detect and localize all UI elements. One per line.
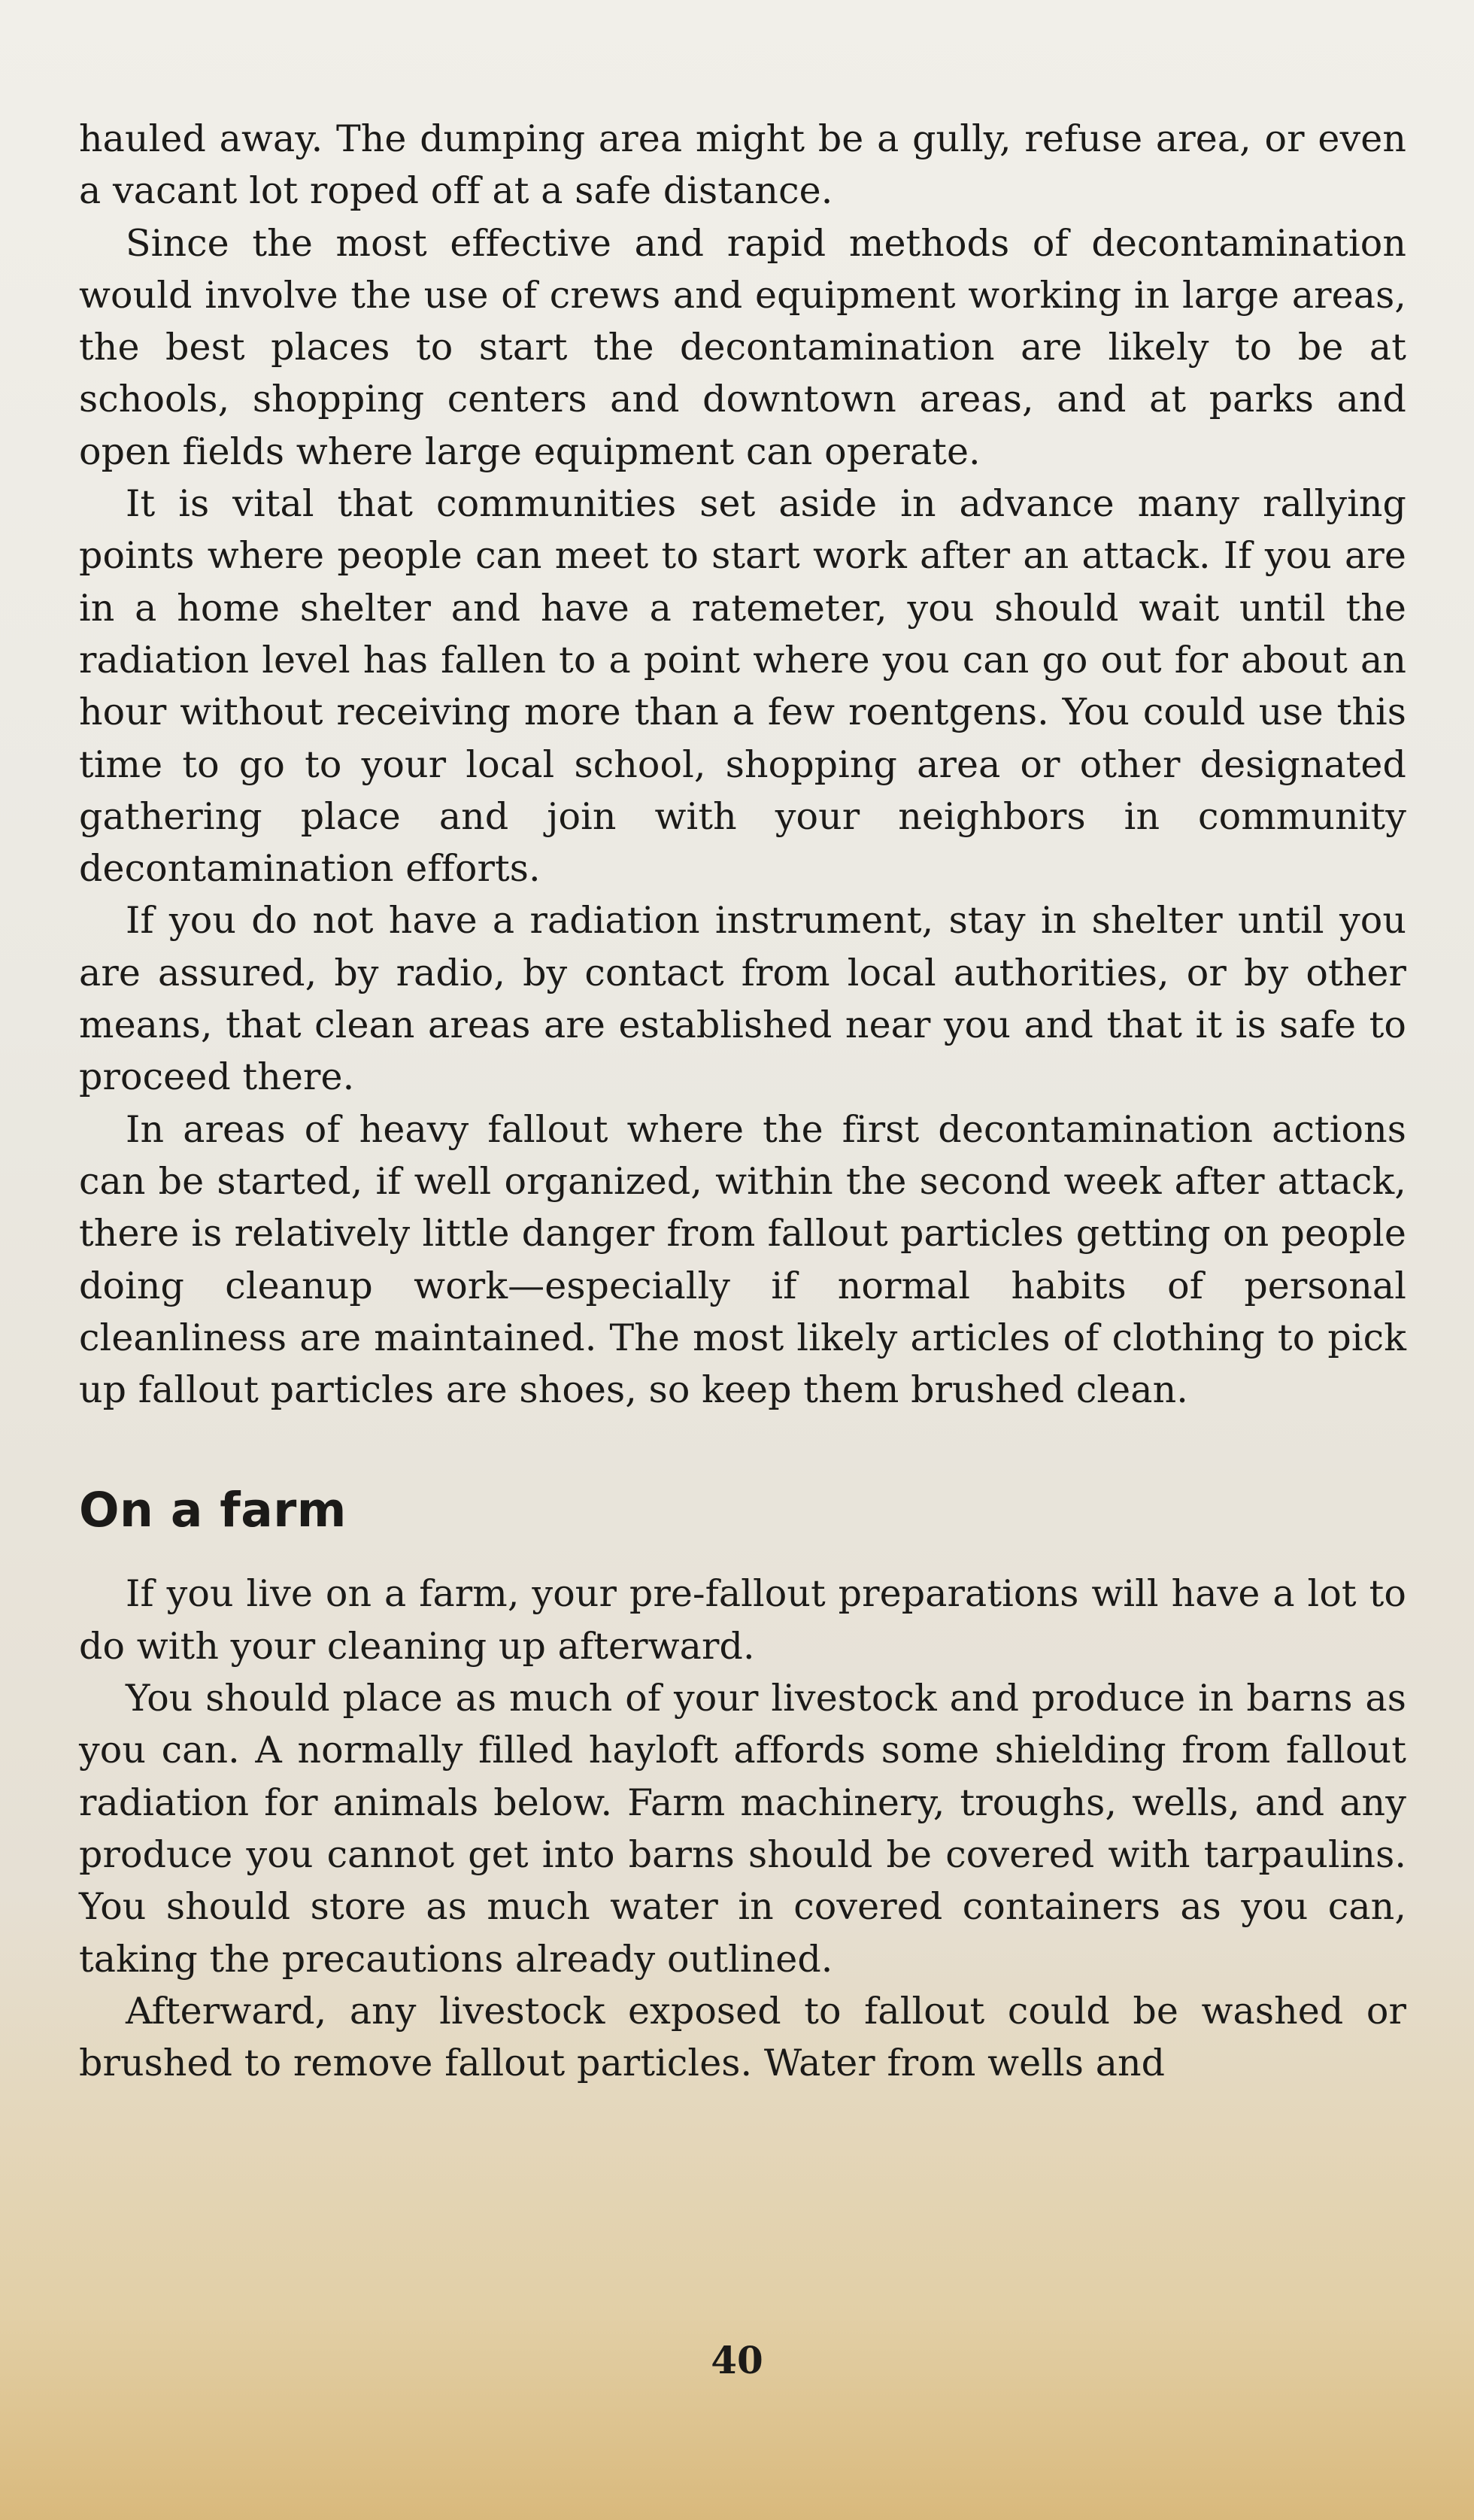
section-heading-on-a-farm: On a farm [79, 1483, 347, 1538]
body-text [79, 113, 1406, 2089]
page-number: 40 [711, 2338, 763, 2382]
paragraph-farm-afterward: Afterward, any livestock exposed to fallout could be washed or brushed to remove fallout particles. Water from wells and [79, 1989, 1406, 2085]
paragraph-decontamination-locations: Since the most effective and rapid methods of decontamination would involve the use of crews and equipment working in large areas, the best places to start the decontamination are likely to be at schools, shopping centers and downtown areas, and at parks and open fields where large equipment can operate. [79, 221, 1406, 473]
paragraph-heavy-fallout: In areas of heavy fallout where the first decontamination actions can be started, if well organized, within the second week after attack, there is relatively little danger from fallout particles getting on people doing cleanup work—especially if normal habits of personal cleanliness are maintained. The most likely articles of clothing to pick up fallout particles are shoes, so keep them brushed clean. [79, 1107, 1406, 1412]
paragraph-farm-preparations: If you live on a farm, your pre-fallout preparations will have a lot to do with your cleaning up afterward. [79, 1572, 1406, 1668]
paragraph-no-instrument: If you do not have a radiation instrument, stay in shelter until you are assured, by radio, by contact from local authorities, or by other means, that clean areas are established near you and that it is safe to proceed there. [79, 899, 1406, 1099]
paragraph-continued: hauled away. The dumping area might be a gully, refuse area, or even a vacant lot roped off at a safe distance. [79, 117, 1406, 213]
paragraph-farm-livestock-barns: You should place as much of your livestock and produce in barns as you can. A normally filled hayloft affords some shielding from fallout radiation for animals below. Farm machinery, troughs, wells, and any produce you cannot get into barns should be covered with tarpaulins. You should store as much water in covered containers as you can, taking the precautions already outlined. [79, 1677, 1406, 1981]
paragraph-rallying-points: It is vital that communities set aside in advance many rallying points where people can meet to start work after an attack. If you are in a home shelter and have a ratemeter, you should wait until the radiation level has fallen to a point where you can go out for about an hour without receiving more than a few roentgens. You could use this time to go to your local school, shopping area or other designated gathering place and join with your neighbors in community decontamination efforts. [79, 482, 1406, 891]
